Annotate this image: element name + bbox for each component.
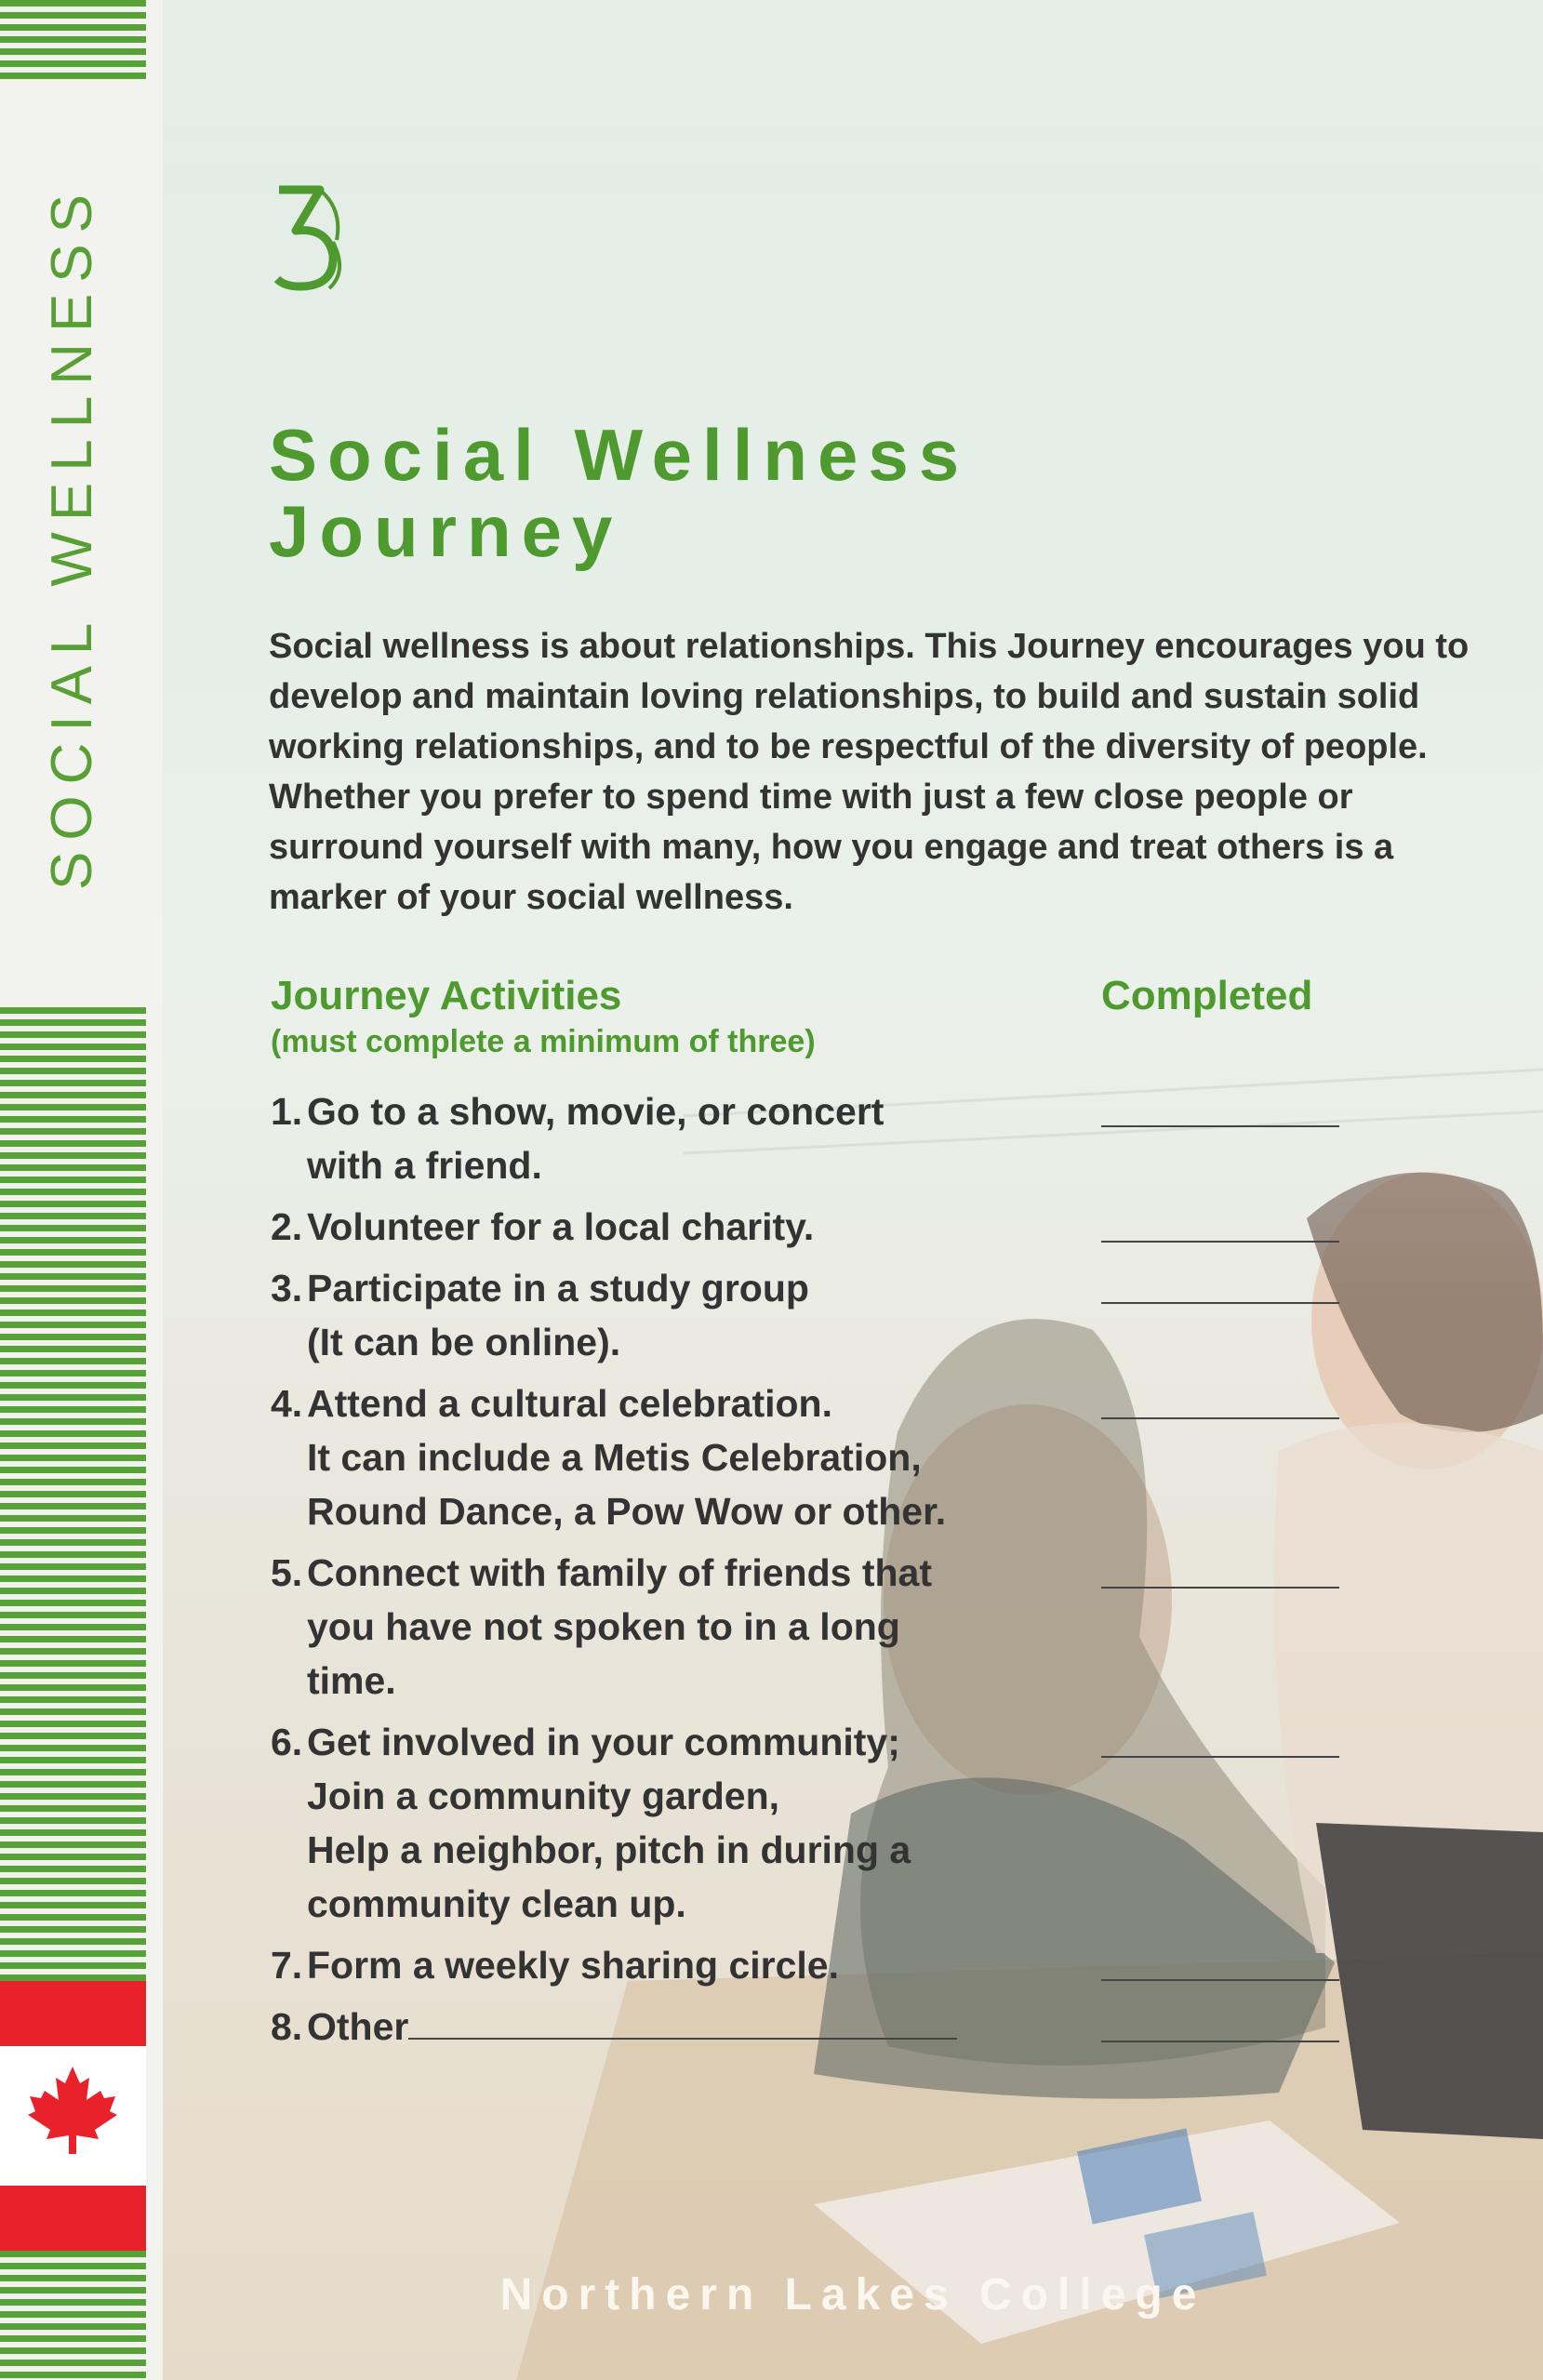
activity-number: 4. xyxy=(271,1382,303,1425)
activity-item xyxy=(271,1261,1517,1369)
activity-line: Participate in a study group xyxy=(307,1267,809,1310)
main-panel xyxy=(163,0,1543,2380)
activity-item xyxy=(271,1938,1517,1992)
flag-red-band-bottom xyxy=(0,2186,146,2251)
activity-line: (It can be online). xyxy=(307,1321,621,1363)
activity-text xyxy=(307,1938,977,1992)
flag-red-band-top xyxy=(0,1981,146,2046)
activity-text xyxy=(307,1200,977,1254)
completed-heading: Completed xyxy=(1101,973,1313,1018)
stripe-band-bottom xyxy=(0,2251,146,2380)
activity-number: 1. xyxy=(271,1090,303,1133)
activity-number: 5. xyxy=(271,1551,303,1594)
activity-line: Attend a cultural celebration. xyxy=(307,1382,832,1425)
sidebar-vertical-title: SOCIAL WELLNESS xyxy=(40,182,104,890)
activity-text xyxy=(307,1376,977,1538)
completed-blank[interactable] xyxy=(1101,1241,1339,1243)
activity-line: Form a weekly sharing circle. xyxy=(307,1944,839,1987)
activity-text xyxy=(307,2000,977,2054)
activity-item xyxy=(271,1084,1517,1192)
completed-blank[interactable] xyxy=(1101,1756,1339,1758)
activity-line: Help a neighbor, pitch in during a xyxy=(307,1828,911,1871)
activity-number: 8. xyxy=(271,2005,303,2048)
activity-line: Other xyxy=(307,2005,409,2048)
activity-text xyxy=(307,1546,977,1708)
activity-line: Join a community garden, xyxy=(307,1775,780,1817)
completed-blank[interactable] xyxy=(1101,2041,1339,2042)
title-line-1: Social Wellness xyxy=(269,414,970,496)
activity-text xyxy=(307,1715,977,1931)
activity-item xyxy=(271,1376,1517,1538)
maple-leaf-icon xyxy=(26,2063,119,2156)
activity-line: time. xyxy=(307,1659,396,1702)
activity-text xyxy=(307,1261,977,1369)
sidebar xyxy=(0,0,163,2380)
stripe-band-top xyxy=(0,0,146,84)
completed-blank[interactable] xyxy=(1101,1125,1339,1127)
activity-line: Volunteer for a local charity. xyxy=(307,1205,815,1248)
activity-line: with a friend. xyxy=(307,1144,542,1187)
college-name-footer: Northern Lakes College xyxy=(499,2270,1206,2320)
activity-item xyxy=(271,1546,1517,1708)
other-fill-in-line[interactable] xyxy=(408,2001,957,2040)
activity-line: It can include a Metis Celebration, xyxy=(307,1436,922,1479)
activity-item xyxy=(271,1715,1517,1931)
activities-subheading: (must complete a minimum of three) xyxy=(271,1024,816,1059)
number-three-logo-icon xyxy=(272,182,346,294)
activity-line: community clean up. xyxy=(307,1882,686,1925)
activity-line: Round Dance, a Pow Wow or other. xyxy=(307,1490,947,1533)
completed-blank[interactable] xyxy=(1101,1979,1339,1981)
activity-item xyxy=(271,1200,1517,1254)
intro-paragraph: Social wellness is about relationships. This Journey encourages you to develop and maintain loving relationships, to build and sustain solid working relationships, and to be respectful of the diversity of people. Whether you prefer to spend time with just a few close people or surround yourself with many, how you engage and treat others is a marker of your social wellness. xyxy=(269,627,1470,917)
activity-number: 7. xyxy=(271,1944,303,1987)
canada-flag xyxy=(0,1981,146,2186)
activity-line: Go to a show, movie, or concert xyxy=(307,1090,885,1133)
activity-number: 2. xyxy=(271,1205,303,1248)
title-line-2: Journey xyxy=(269,490,623,572)
stripe-band-middle xyxy=(0,1007,146,1984)
activity-line: Connect with family of friends that xyxy=(307,1551,932,1594)
activities-heading: Journey Activities xyxy=(271,973,622,1018)
page-title xyxy=(269,414,970,572)
completed-blank[interactable] xyxy=(1101,1417,1339,1419)
activity-item xyxy=(271,2000,1517,2054)
completed-blank[interactable] xyxy=(1101,1302,1339,1304)
journey-number-logo xyxy=(272,182,346,299)
activity-line: Get involved in your community; xyxy=(307,1721,900,1763)
activity-number: 6. xyxy=(271,1721,303,1763)
activity-line: you have not spoken to in a long xyxy=(307,1605,900,1648)
activity-number: 3. xyxy=(271,1267,303,1310)
activity-text xyxy=(307,1084,977,1192)
completed-blank[interactable] xyxy=(1101,1587,1339,1589)
activities-list xyxy=(271,1084,1517,2061)
